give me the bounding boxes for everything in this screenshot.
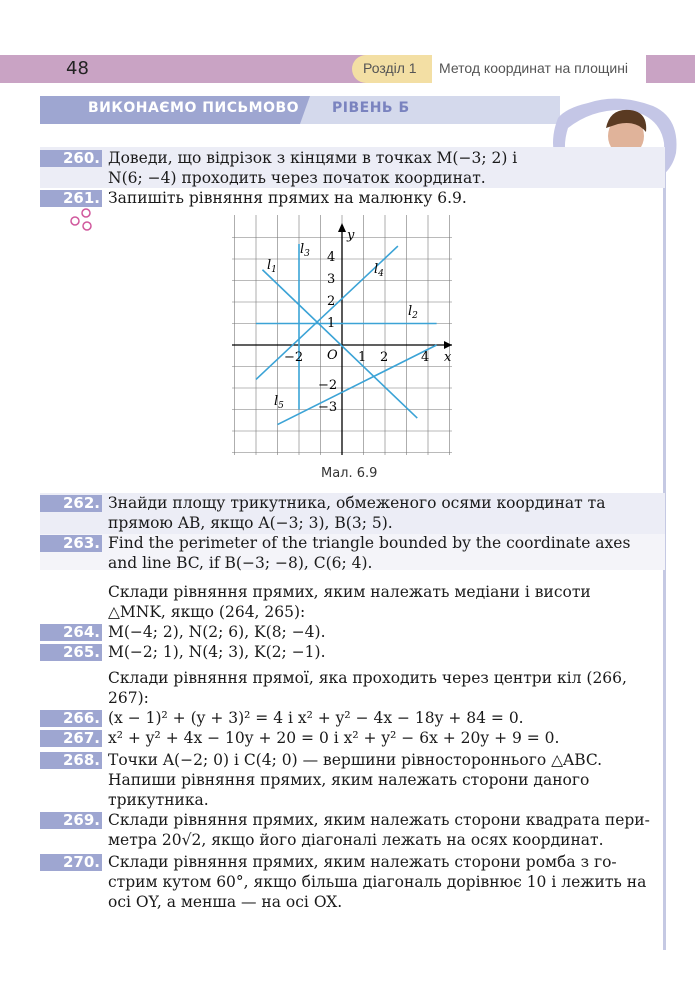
problem-line: M(−2; 1), N(4; 3), K(2; −1). [108,643,326,661]
problem-number: 265. [40,644,102,661]
x-tick: 2 [380,350,389,365]
x-tick: 1 [358,350,367,365]
problem-line: осі OY, а менша — на осі OX. [108,893,343,911]
problem-line: прямою AB, якщо A(−3; 3), B(3; 5). [108,514,393,532]
problem-number: 261. [40,190,102,207]
intro-line: Склади рівняння прямої, яка проходить через центри кіл (266, [108,669,627,687]
y-axis-arrow [338,223,346,232]
chapter-title: Метод координат на площині [439,60,629,76]
page-number: 48 [66,58,89,79]
problem-text-264 [108,622,326,642]
figure-caption: Мал. 6.9 [321,466,378,481]
problem-text-268 [108,750,602,810]
problem-number: 262. [40,495,102,512]
problem-line: (x − 1)² + (y + 3)² = 4 і x² + y² − 4x − 18y + 84 = 0. [108,709,524,727]
problem-number: 269. [40,812,102,829]
chapter-label: Розділ 1 [363,60,417,76]
line-label-l4: $l_4$ [374,262,384,279]
problem-line: Доведи, що відрізок з кінцями в точках M(−3; 2) і [108,149,518,167]
problem-number: 264. [40,624,102,641]
intro-266-267 [108,668,627,708]
y-tick: −3 [318,400,338,415]
x-tick: 4 [421,350,430,365]
problem-text-267 [108,728,559,748]
problem-text-270 [108,852,646,912]
origin-label: O [327,348,338,363]
y-tick: 1 [327,316,336,331]
problem-line: Склади рівняння прямих, яким належать сторони ромба з го- [108,853,617,871]
section-title: ВИКОНАЄМО ПИСЬМОВО [88,100,300,116]
x-axis-arrow [444,341,452,349]
rings-icon [68,208,94,232]
problem-number: 263. [40,535,102,552]
problem-line: Запишіть рівняння прямих на малюнку 6.9. [108,189,467,207]
intro-264-265 [108,582,591,622]
problem-line: Напиши рівняння прямих, яким належать сторони даного [108,771,590,789]
y-tick: 4 [327,250,336,265]
x-axis-label: x [444,350,452,365]
level-label: РІВЕНЬ Б [332,100,410,116]
line-label-l1: $l_1$ [267,258,277,275]
problem-text-263 [108,533,630,573]
problem-line: метра 20√2, якщо його діагоналі лежать на осях координат. [108,831,604,849]
problem-line: Знайди площу трикутника, обмеженого осями координат та [108,494,606,512]
problem-line: and line BC, if B(−3; −8), C(6; 4). [108,554,373,572]
problem-line: N(6; −4) проходить через початок координат. [108,169,486,187]
problem-line: Склади рівняння прямих, яким належать сторони квадрата пери- [108,811,650,829]
problem-line: M(−4; 2), N(2; 6), K(8; −4). [108,623,326,641]
y-tick: 3 [327,272,336,287]
problem-number: 267. [40,730,102,747]
intro-line: 267): [108,689,149,707]
line-label-l3: $l_3$ [300,242,310,259]
line-label-l2: $l_2$ [408,304,418,321]
problem-text-260 [108,148,517,188]
x-tick: −2 [284,350,304,365]
problem-number: 270. [40,854,102,871]
problem-text-262 [108,493,606,533]
problem-text-265 [108,642,326,662]
y-tick: 2 [327,294,336,309]
intro-line: Склади рівняння прямих, яким належать медіани і висоти [108,583,591,601]
intro-line: △MNK, якщо (264, 265): [108,603,306,621]
problem-line: Точки A(−2; 0) і C(4; 0) — вершини рівностороннього △ABC. [108,751,603,769]
y-tick: −2 [318,378,338,393]
problem-text-266 [108,708,524,728]
problem-line: x² + y² + 4x − 10y + 20 = 0 і x² + y² − 6x + 20y + 9 = 0. [108,729,560,747]
line-l1 [262,270,417,418]
problem-text-261 [108,188,467,208]
graph-lines [256,244,437,425]
y-axis-label: y [347,228,355,243]
problem-text-269 [108,810,650,850]
problem-number: 266. [40,710,102,727]
problem-line: Find the perimeter of the triangle bounded by the coordinate axes [108,534,631,552]
problem-line: стрим кутом 60°, якщо більша діагональ дорівнює 10 і лежить на [108,873,647,891]
line-label-l5: $l_5$ [274,394,284,411]
coordinate-graph [232,215,452,465]
problem-number: 268. [40,752,102,769]
axes [232,223,452,455]
problem-line: трикутника. [108,791,209,809]
problem-number: 260. [40,150,102,167]
